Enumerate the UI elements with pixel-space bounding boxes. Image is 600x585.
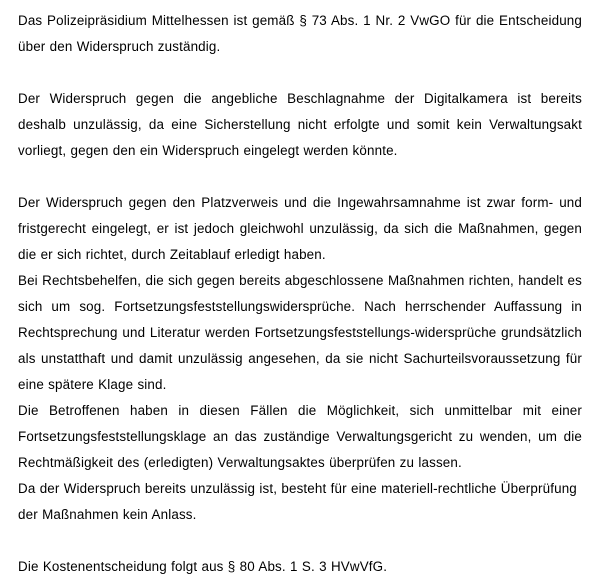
paragraph-platzverweis: Der Widerspruch gegen den Platzverweis und die Ingewahrsamnahme ist zwar form- und fristgerecht eingelegt, er ist jedoch gleichwohl unzulässig, da sich die Maßnahmen, gegen die er sich richtet, durch Zeitablauf erledigt haben. — [18, 195, 582, 262]
paragraph-spacer — [18, 164, 582, 190]
paragraph-camera-seizure: Der Widerspruch gegen die angebliche Beschlagnahme der Digitalkamera ist bereits deshalb unzulässig, da eine Sicherstellung nicht erfolgte und somit kein Verwaltungsakt vorliegt, gegen den ein Widerspruch eingelegt werden könnte. — [18, 91, 582, 158]
paragraph-fortsetzungsfeststellung: Bei Rechtsbehelfen, die sich gegen bereits abgeschlossene Maßnahmen richten, handelt es sich um sog. Fortsetzungsfeststellungswidersprüche. Nach herrschender Auffassung in Rechtsprechung und Literatur werden Fortsetzungsfeststellungs-widersprüche grundsätzlich als unstatthaft und damit unzulässig angesehen, da sie nicht Sachurteilsvoraussetzung für eine spätere Klage sind. — [18, 273, 582, 392]
paragraph-spacer — [18, 60, 582, 86]
paragraph-betroffene-moeglichkeit: Die Betroffenen haben in diesen Fällen die Möglichkeit, sich unmittelbar mit einer Fortsetzungsfeststellungsklage an das zuständige Verwaltungsgericht zu wenden, um die Rechtmäßigkeit des (erledigten) Verwaltungsaktes überprüfen zu lassen. — [18, 403, 582, 470]
paragraph-jurisdiction: Das Polizeipräsidium Mittelhessen ist gemäß § 73 Abs. 1 Nr. 2 VwGO für die Entscheidung über den Widerspruch zuständig. — [18, 13, 582, 54]
document-body — [18, 8, 582, 580]
paragraph-spacer — [18, 528, 582, 554]
paragraph-keine-pruefung: Da der Widerspruch bereits unzulässig ist, besteht für eine materiell-rechtliche Überprüfung der Maßnahmen kein Anlass. — [18, 481, 577, 522]
paragraph-kostenentscheidung: Die Kostenentscheidung folgt aus § 80 Abs. 1 S. 3 HVwVfG. — [18, 559, 388, 574]
